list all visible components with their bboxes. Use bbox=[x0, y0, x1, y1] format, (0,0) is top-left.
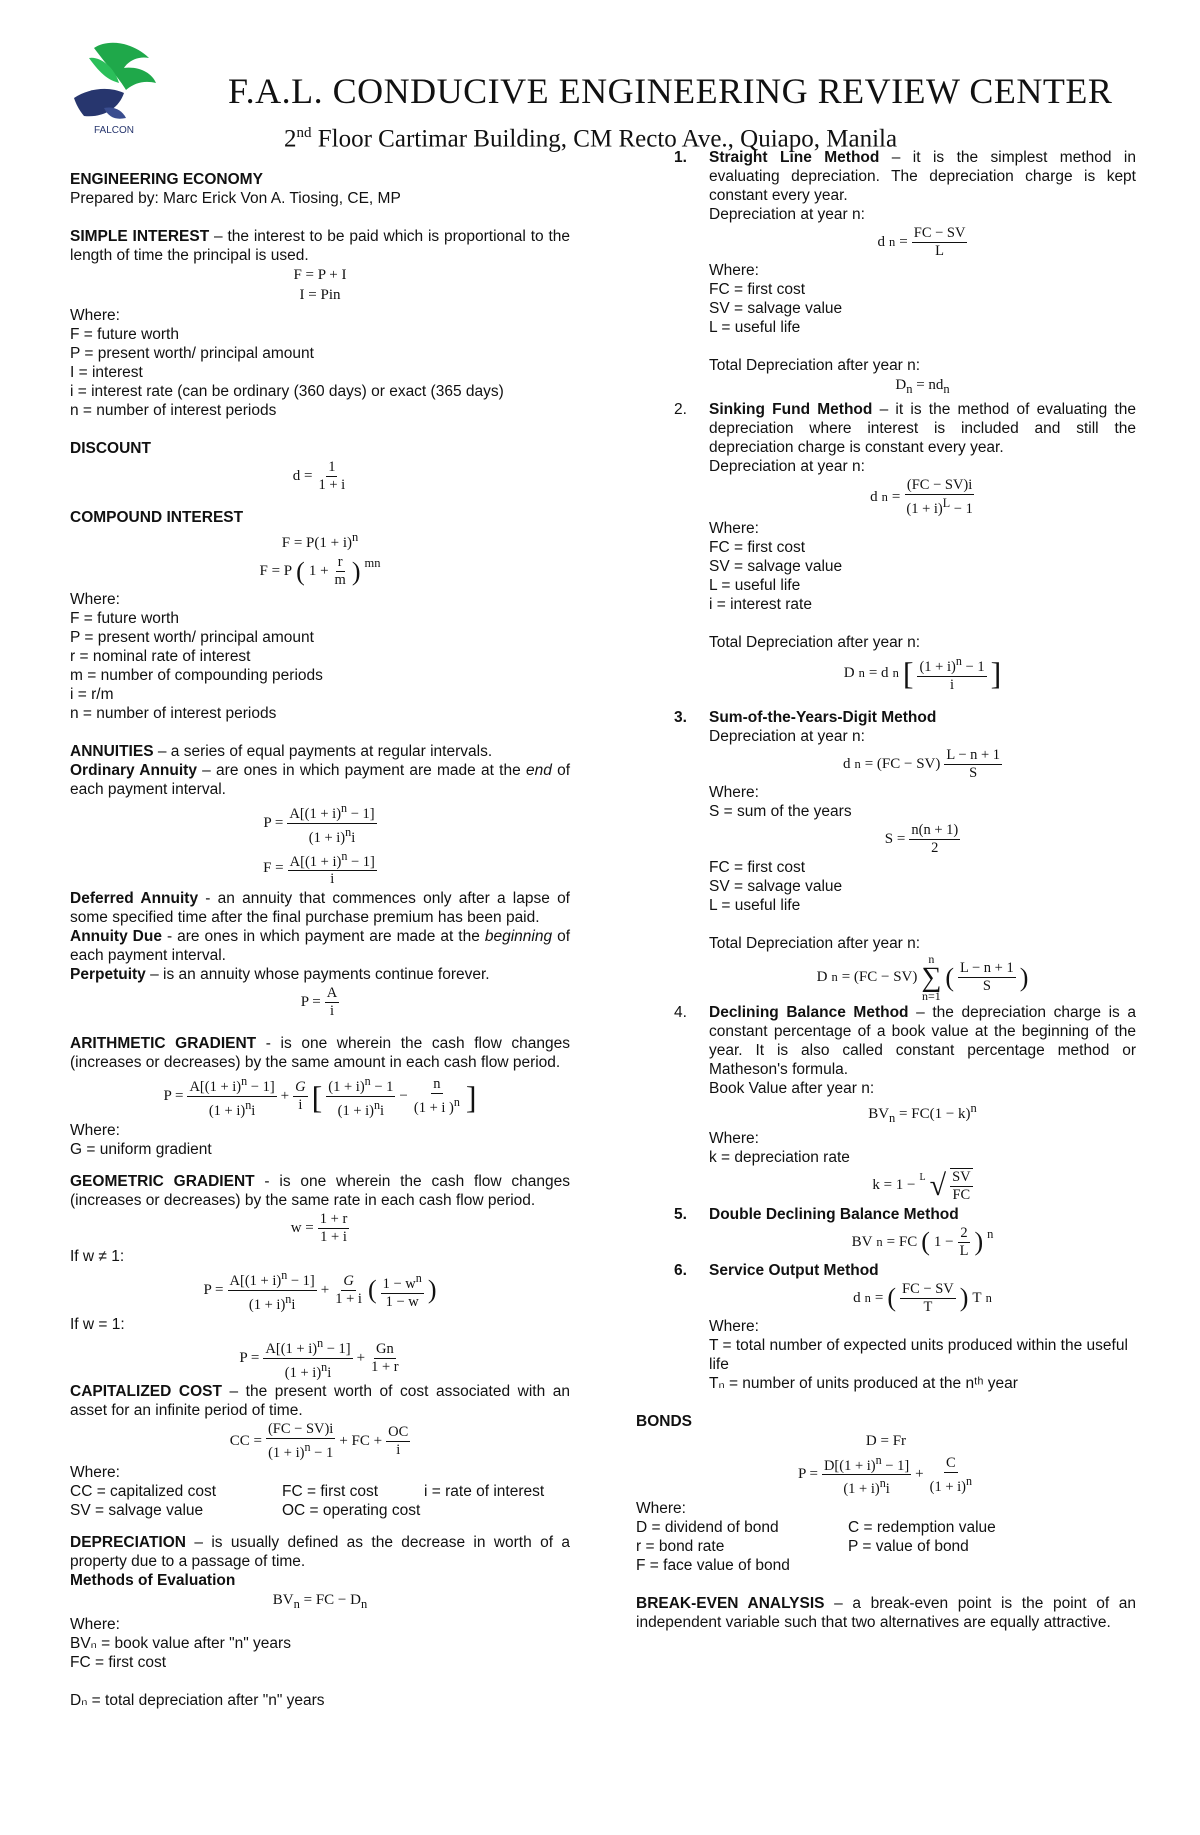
perpetuity-formula: P = A i bbox=[300, 985, 338, 1020]
method-straight-line: 1. Straight Line Method – it is the simplest method in evaluating depreciation. The depreciation charge is kept constant every year. Depreciation at year n: d n = FC − SV L Where: FC = first cost SV = salvage value L = useful life Total Depreciation after year n: $D_n = nd_n$ bbox=[636, 148, 1136, 399]
simple-formula-1: F = P + I bbox=[293, 267, 347, 283]
var-line: F = future worth bbox=[70, 610, 179, 627]
sum-of-years-formula: d n = (FC − SV) L − n + 1 S bbox=[842, 746, 1001, 781]
methods-heading: Methods of Evaluation bbox=[70, 1572, 236, 1590]
var-line: P = present worth/ principal amount bbox=[70, 629, 314, 646]
svg-text:FALCON: FALCON bbox=[93, 125, 135, 136]
var-line: FC = first cost bbox=[70, 1654, 167, 1672]
bonds-vars: D = dividend of bond r = bond rate F = face value of bond C = redemption value P = value of bond bbox=[636, 1519, 996, 1575]
var-line: n = number of interest periods bbox=[70, 402, 277, 419]
page-title: F.A.L. CONDUCIVE ENGINEERING REVIEW CENTER bbox=[228, 71, 1113, 111]
sinking-fund-formula: d n = (FC − SV)i $(1 + i)^L - 1$ bbox=[870, 477, 973, 517]
declining-rate-formula: k = 1 − L √ SV FC bbox=[872, 1168, 971, 1203]
annuities-definition: ANNUITIES – a series of equal payments at regular intervals. bbox=[70, 743, 493, 760]
where-label: Where: bbox=[636, 1500, 686, 1518]
var-line: Dₙ = total depreciation after "n" years bbox=[70, 1692, 325, 1710]
discount-formula: d = 1 1 + i bbox=[292, 459, 346, 493]
condition-label: If w = 1: bbox=[70, 1315, 125, 1333]
sum-of-years-s-formula: S = n(n + 1) 2 bbox=[884, 821, 959, 856]
var-line: I = interest bbox=[70, 364, 143, 381]
var-line: i = interest rate (can be ordinary (360 days) or exact (365 days) bbox=[70, 383, 504, 400]
method-sum-of-years: 3. Sum-of-the-Years-Digit Method Depreciation at year n: d n = (FC − SV) L − n + 1 S Where: S = sum of the years S = n(n + 1) 2 FC = first cost SV = salvage value L = useful life Total Depreciation after year n: D n = (FC − SV) n ∑ n=1 ( L − n + 1 S ) bbox=[636, 708, 1136, 1002]
condition-label: If w ≠ 1: bbox=[70, 1248, 125, 1266]
compound-formula-2: F = P ( 1 + r m ) $^{mn}$ bbox=[259, 554, 381, 588]
compound-formula-1: $F = P(1 + i)^n$ bbox=[281, 530, 359, 551]
book-value-formula: $BV_n$ = FC − $D_n$ bbox=[272, 1592, 368, 1612]
simple-formula-2: I = Pin bbox=[299, 287, 341, 303]
method-service-output: 6. Service Output Method d n = ( FC − SV T ) T n Where: T = total number of expected units produced within the useful life Tₙ = number of units produced at the nᵗʰ year bbox=[636, 1261, 1136, 1393]
method-declining-balance: 4. Declining Balance Method – the depreciation charge is a constant percentage of a book value at the beginning of the year. It is also called constant percentage method or Matheson's formula. Book Value after year n: $BV_n = FC(1 - k)^n$ Where: k = depreciation rate k = 1 − L √ SV FC bbox=[674, 1003, 1136, 1203]
capitalized-cost-formula: CC = (FC − SV)i $(1 + i)^n - 1$ + FC + OC i bbox=[229, 1421, 409, 1462]
prepared-by: Prepared by: Marc Erick Von A. Tiosing, CE, MP bbox=[70, 190, 401, 207]
declining-balance-formula: $BV_n = FC(1 - k)^n$ bbox=[868, 1100, 977, 1125]
deferred-annuity-definition: Deferred Annuity - an annuity that commences only after a lapse of some specified time after the final purchase premium has been paid. bbox=[70, 890, 570, 927]
arithmetic-gradient-definition: ARITHMETIC GRADIENT - is one wherein the cash flow changes (increases or decreases) by the same amount in each cash flow period. bbox=[70, 1035, 571, 1072]
discount-heading: DISCOUNT bbox=[70, 440, 151, 457]
where-label: Where: bbox=[70, 1122, 120, 1140]
course-title: ENGINEERING ECONOMY bbox=[70, 171, 263, 188]
straight-line-total-formula: $D_n = nd_n$ bbox=[895, 377, 950, 396]
var-line: G = uniform gradient bbox=[70, 1141, 212, 1159]
sum-of-years-total-formula: D n = (FC − SV) n ∑ n=1 ( L − n + 1 S ) bbox=[816, 951, 1029, 1003]
right-column bbox=[636, 148, 1136, 1632]
var-line: F = future worth bbox=[70, 326, 179, 343]
method-sinking-fund: 2. Sinking Fund Method – it is the method of evaluating the depreciation where interest is included and still the depreciation charge is constant every year. Depreciation at year n: d n = (FC − SV)i $(1 + i)^L - 1$ Where: FC = first cost SV = salvage value L = useful life i = interest rate Total Depreciation after year n: D n = d n [ $(1 + i)^n - 1$ i ] bbox=[674, 401, 1137, 693]
var-line: i = r/m bbox=[70, 686, 114, 703]
left-column bbox=[70, 170, 570, 1710]
sinking-fund-total-formula: D n = d n [ $(1 + i)^n - 1$ i ] bbox=[843, 653, 1002, 693]
bonds-heading: BONDS bbox=[636, 1412, 692, 1430]
geometric-formula-w-eq-1: P = $A[(1 + i)^n - 1]$ $(1 + i)^ni$ + Gn 1 + r bbox=[239, 1335, 399, 1381]
service-output-formula: d n = ( FC − SV T ) T n bbox=[853, 1280, 992, 1315]
falcon-logo bbox=[64, 38, 164, 148]
double-declining-formula: BV n = FC ( 1 − 2 L ) $^n$ bbox=[851, 1224, 994, 1259]
ordinary-annuity-definition: Ordinary Annuity – are ones in which payment are made at the end of each payment interval. bbox=[70, 762, 571, 798]
bonds-p-formula: P = $D[(1 + i)^n - 1]$ $(1 + i)^ni$ + C $(1 + i)^n$ bbox=[797, 1452, 973, 1498]
geometric-formula-w-ne-1: P = $A[(1 + i)^n - 1]$ $(1 + i)^ni$ + G 1 + i ( $1 - w^n$ 1 − w ) bbox=[203, 1268, 437, 1313]
where-label: Where: bbox=[70, 1616, 120, 1634]
break-even-definition: BREAK-EVEN ANALYSIS – a break-even point is the point of an independent variable such that two alternatives are equally attractive. bbox=[636, 1595, 1136, 1632]
capitalized-cost-definition: CAPITALIZED COST – the present worth of cost associated with an asset for an infinite period of time. bbox=[70, 1383, 570, 1420]
geometric-gradient-definition: GEOMETRIC GRADIENT - is one wherein the cash flow changes (increases or decreases) by the same rate in each cash flow period. bbox=[70, 1173, 570, 1210]
where-label: Where: bbox=[70, 307, 120, 324]
where-label: Where: bbox=[70, 591, 120, 608]
straight-line-formula: d n = FC − SV L bbox=[877, 225, 966, 259]
method-double-declining: 5. Double Declining Balance Method BV n = FC ( 1 − 2 L ) $^n$ bbox=[636, 1205, 1136, 1260]
depreciation-definition: DEPRECIATION – is usually defined as the decrease in worth of a property due to a passage of time. bbox=[70, 1534, 570, 1571]
compound-heading: COMPOUND INTEREST bbox=[70, 509, 244, 526]
simple-interest-definition: SIMPLE INTEREST – the interest to be paid which is proportional to the length of time the principal is used. bbox=[70, 228, 570, 264]
ordinary-f-formula: F = $A[(1 + i)^n - 1]$ i bbox=[263, 848, 375, 888]
var-line: BVₙ = book value after "n" years bbox=[70, 1635, 291, 1653]
arithmetic-gradient-formula: P = $A[(1 + i)^n - 1]$ $(1 + i)^ni$ + G i [ $(1 + i)^n - 1$ $(1 + i)^ni$ − n (1 + i )$^n$ ] bbox=[163, 1074, 477, 1120]
var-line: m = number of compounding periods bbox=[70, 667, 323, 684]
var-line: n = number of interest periods bbox=[70, 705, 277, 722]
address-line: 2nd Floor Cartimar Building, CM Recto Ave., Quiapo, Manila bbox=[284, 125, 898, 153]
var-line: r = nominal rate of interest bbox=[70, 648, 251, 665]
bonds-d-formula: D = Fr bbox=[865, 1432, 907, 1449]
where-label: Where: bbox=[70, 1464, 120, 1482]
capitalized-cost-vars: CC = capitalized cost SV = salvage value FC = first cost OC = operating cost i = rate of interest bbox=[70, 1483, 545, 1520]
annuity-due-definition: Annuity Due - are ones in which payment are made at the beginning of each payment interval. bbox=[70, 928, 570, 965]
geometric-w-formula: w = 1 + r 1 + i bbox=[290, 1211, 348, 1246]
var-line: P = present worth/ principal amount bbox=[70, 345, 314, 362]
ordinary-p-formula: P = $A[(1 + i)^n - 1]$ $(1 + i)^ni$ bbox=[263, 801, 375, 846]
perpetuity-definition: Perpetuity – is an annuity whose payments continue forever. bbox=[70, 966, 490, 984]
